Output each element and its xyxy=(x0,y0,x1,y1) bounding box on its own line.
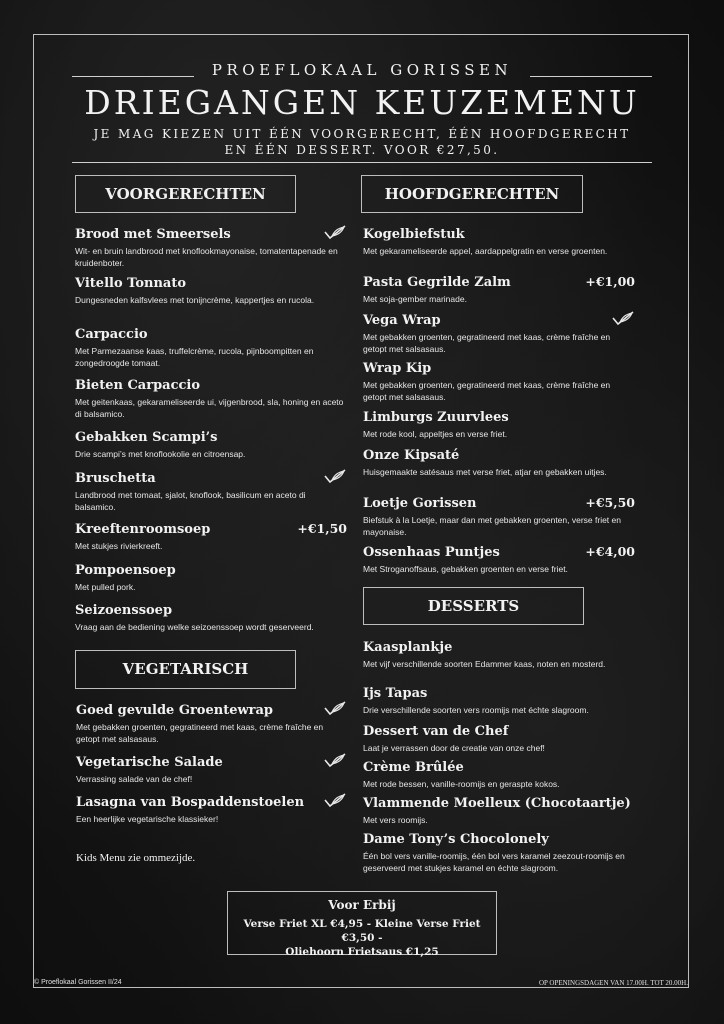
menu-item-hoofdgerechten xyxy=(363,312,635,355)
vegan-leaf-icon xyxy=(323,792,347,808)
dish-name: Kreeftenroomsoep xyxy=(75,522,211,537)
menu-item-voorgerechten xyxy=(75,521,347,553)
footer-hours: OP OPENINGSDAGEN VAN 17.00H. TOT 20.00H. xyxy=(538,979,688,987)
dish-description: Met gebakken groenten, gegratineerd met kaas, crème fraîche en getopt met salsasaus. xyxy=(363,380,611,402)
dish-name: Vitello Tonnato xyxy=(75,276,187,291)
dish-description: Met Parmezaanse kaas, truffelcrème, rucola, pijnboompitten en zongedroogde tomaat. xyxy=(75,346,314,368)
subtitle-line-2: EN ÉÉN DESSERT. VOOR €27,50. xyxy=(224,143,500,157)
kids-menu-note: Kids Menu zie ommezijde. xyxy=(76,852,196,864)
menu-item-hoofdgerechten xyxy=(363,360,635,403)
menu-item-voorgerechten xyxy=(75,470,347,513)
dish-price: +€5,50 xyxy=(585,495,635,510)
dish-name: Onze Kipsaté xyxy=(363,448,460,463)
dish-name: Brood met Smeersels xyxy=(75,227,231,242)
menu-item-voorgerechten xyxy=(75,377,347,420)
voor-erbij-line-2: Oliehoorn Frietsaus €1,25 xyxy=(285,946,439,958)
menu-item-desserts xyxy=(363,795,635,827)
dish-description: Dungesneden kalfsvlees met tonijncrème, kappertjes en rucola. xyxy=(75,295,315,305)
menu-item-hoofdgerechten xyxy=(363,447,635,479)
dish-name: Kogelbiefstuk xyxy=(363,227,465,242)
menu-item-hoofdgerechten xyxy=(363,409,635,441)
dish-name: Lasagna van Bospaddenstoelen xyxy=(76,795,305,810)
dish-description: Met rode kool, appeltjes en verse friet. xyxy=(363,429,508,439)
voor-erbij-title: Voor Erbij xyxy=(328,898,396,912)
footer-copyright: © Proeflokaal Gorissen II/24 xyxy=(34,979,122,986)
dish-description: Met vijf verschillende soorten Edammer kaas, noten en mosterd. xyxy=(363,659,606,669)
dish-name: Seizoenssoep xyxy=(75,603,173,618)
vegan-leaf-icon xyxy=(323,700,347,716)
dish-name: Vlammende Moelleux (Chocotaartje) xyxy=(363,796,631,811)
menu-item-voorgerechten xyxy=(75,429,347,461)
dish-name: Ijs Tapas xyxy=(363,686,428,701)
menu-item-desserts xyxy=(363,685,635,717)
vegan-leaf-icon xyxy=(323,224,347,240)
dish-description: Één bol vers vanille-roomijs, één bol vers karamel zeezout-roomijs en geserveerd met stukjes karamel en échte slagroom. xyxy=(363,851,625,873)
dish-description: Vraag aan de bediening welke seizoenssoep wordt geserveerd. xyxy=(75,622,314,632)
dish-description: Een heerlijke vegetarische klassieker! xyxy=(76,814,219,824)
section-hoofdgerechten: HOOFDGERECHTEN xyxy=(361,175,583,213)
dish-description: Met soja-gember marinade. xyxy=(363,294,467,304)
dish-name: Ossenhaas Puntjes xyxy=(363,545,500,560)
section-vegetarisch: VEGETARISCH xyxy=(75,650,296,689)
dish-name: Loetje Gorissen xyxy=(363,496,477,511)
menu-item-voorgerechten xyxy=(75,602,347,634)
dish-description: Met Stroganoffsaus, gebakken groenten en verse friet. xyxy=(363,564,568,574)
menu-item-hoofdgerechten xyxy=(363,226,635,258)
dish-description: Met vers roomijs. xyxy=(363,815,428,825)
dish-name: Goed gevulde Groentewrap xyxy=(76,703,274,718)
dish-name: Carpaccio xyxy=(75,327,148,342)
menu-title: DRIEGANGEN KEUZEMENU xyxy=(84,83,640,122)
voor-erbij-box xyxy=(227,891,497,958)
dish-description: Landbrood met tomaat, sjalot, knoflook, basilicum en aceto di balsamico. xyxy=(75,490,306,512)
menu-item-vegetarisch xyxy=(76,702,347,745)
dish-description: Met gebakken groenten, gegratineerd met kaas, crème fraîche en getopt met salsasaus. xyxy=(363,332,611,354)
menu-item-vegetarisch xyxy=(76,794,347,826)
dish-description: Huisgemaakte satésaus met verse friet, atjar en gebakken uitjes. xyxy=(363,467,607,477)
dish-description: Drie scampi’s met knoflookolie en citroensap. xyxy=(75,449,246,459)
vegan-leaf-icon xyxy=(611,310,635,326)
menu-item-voorgerechten xyxy=(75,226,347,269)
dish-name: Bieten Carpaccio xyxy=(75,378,201,393)
dish-name: Gebakken Scampi’s xyxy=(75,430,218,445)
dish-description: Met geitenkaas, gekarameliseerde ui, vijgenbrood, sla, honing en aceto di balsamico. xyxy=(75,397,344,419)
header-rule xyxy=(72,162,652,163)
dish-name: Pompoensoep xyxy=(75,563,176,578)
dish-name: Pasta Gegrilde Zalm xyxy=(363,275,511,290)
dish-description: Met stukjes rivierkreeft. xyxy=(75,541,163,551)
dish-name: Vega Wrap xyxy=(363,313,441,328)
section-voorgerechten: VOORGERECHTEN xyxy=(75,175,296,213)
menu-item-vegetarisch xyxy=(76,754,347,786)
dish-name: Wrap Kip xyxy=(363,361,432,376)
dish-description: Met pulled pork. xyxy=(75,582,136,592)
brand-name: PROEFLOKAAL GORISSEN xyxy=(211,61,513,79)
dish-name: Kaasplankje xyxy=(363,640,453,655)
menu-item-hoofdgerechten xyxy=(363,544,635,576)
menu-item-desserts xyxy=(363,759,635,791)
dish-description: Wit- en bruin landbrood met knoflookmayonaise, tomatentapenade en kruidenboter. xyxy=(75,246,338,268)
menu-subtitle xyxy=(0,126,724,158)
menu-item-voorgerechten xyxy=(75,275,347,307)
dish-name: Vegetarische Salade xyxy=(76,755,223,770)
dish-description: Met gekarameliseerde appel, aardappelgratin en verse groenten. xyxy=(363,246,608,256)
dish-name: Crème Brûlée xyxy=(363,760,464,775)
dish-description: Verrassing salade van de chef! xyxy=(76,774,193,784)
menu-item-voorgerechten xyxy=(75,326,347,369)
voor-erbij-line-1: Verse Friet XL €4,95 - Kleine Verse Friet €3,50 - xyxy=(243,918,481,944)
dish-name: Dame Tony’s Chocolonely xyxy=(363,832,549,847)
dish-description: Biefstuk à la Loetje, maar dan met gebakken groenten, verse friet en mayonaise. xyxy=(363,515,621,537)
subtitle-line-1: JE MAG KIEZEN UIT ÉÉN VOORGERECHT, ÉÉN HOOFDGERECHT xyxy=(93,127,631,141)
menu-item-desserts xyxy=(363,831,635,874)
dish-price: +€1,00 xyxy=(585,274,635,289)
brand-row xyxy=(72,60,652,84)
dish-name: Bruschetta xyxy=(75,471,156,486)
menu-item-voorgerechten xyxy=(75,562,347,594)
menu-item-desserts xyxy=(363,639,635,671)
dish-description: Drie verschillende soorten vers roomijs met échte slagroom. xyxy=(363,705,589,715)
menu-item-desserts xyxy=(363,723,635,755)
dish-description: Met rode bessen, vanille-roomijs en geraspte kokos. xyxy=(363,779,560,789)
dish-name: Dessert van de Chef xyxy=(363,724,509,739)
vegan-leaf-icon xyxy=(323,752,347,768)
menu-item-hoofdgerechten xyxy=(363,495,635,538)
dish-description: Met gebakken groenten, gegratineerd met kaas, crème fraîche en getopt met salsasaus. xyxy=(76,722,324,744)
dish-description: Laat je verrassen door de creatie van onze chef! xyxy=(363,743,545,753)
dish-price: +€1,50 xyxy=(297,521,347,536)
menu-item-hoofdgerechten xyxy=(363,274,635,306)
vegan-leaf-icon xyxy=(323,468,347,484)
dish-name: Limburgs Zuurvlees xyxy=(363,410,509,425)
section-desserts: DESSERTS xyxy=(363,587,584,625)
dish-price: +€4,00 xyxy=(585,544,635,559)
